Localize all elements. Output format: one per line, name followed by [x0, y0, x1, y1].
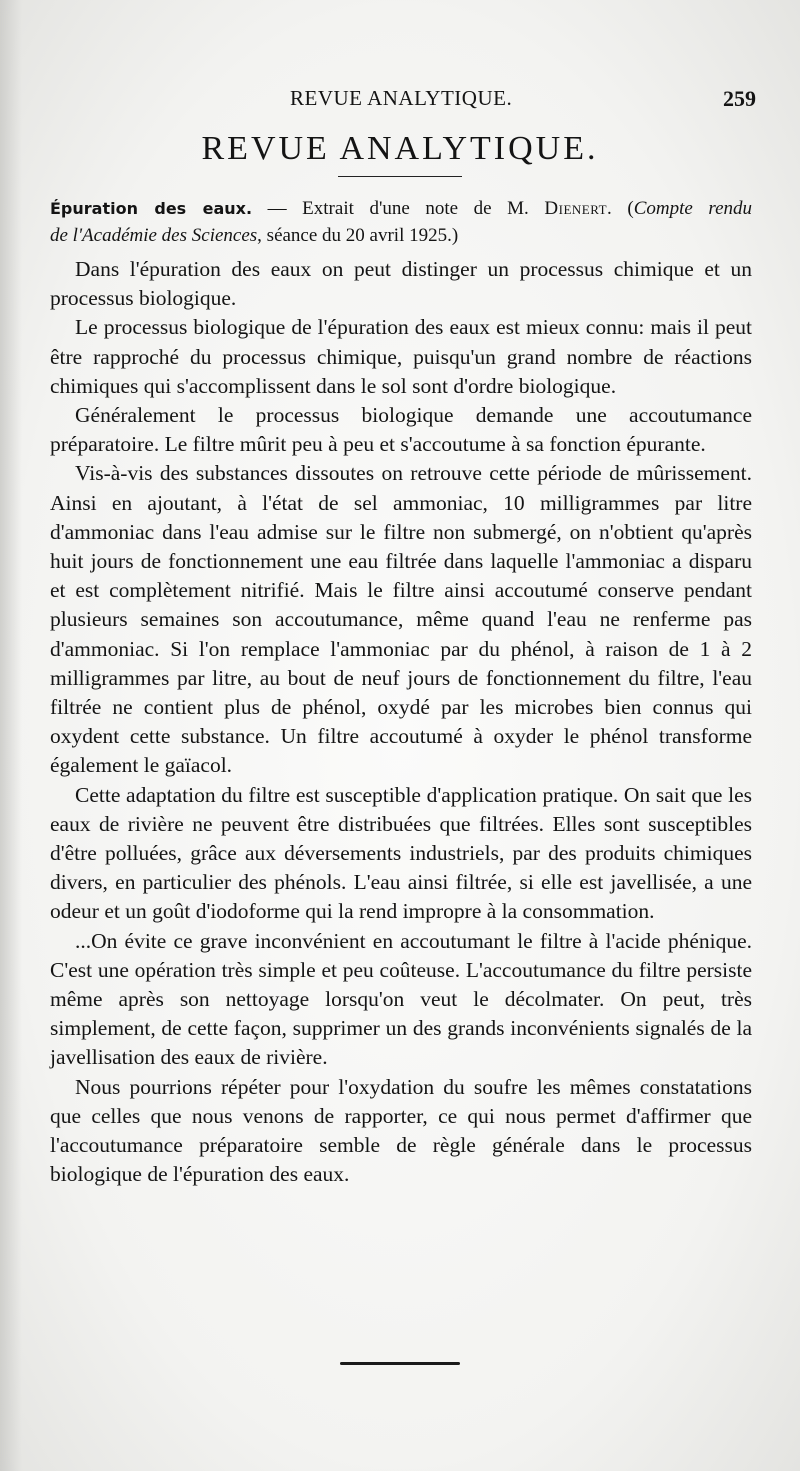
article-source-part1: Compte rendu [633, 198, 753, 219]
paragraph: Dans l'épuration des eaux on peut distinger un processus chimique et un processus biologique. [50, 257, 752, 311]
paragraph: ...On évite ce grave inconvénient en accoutumant le filtre à l'acide phénique. C'est une opération très simple et peu coûteuse. L'accoutumance du filtre persiste même après son nettoyage lorsqu'on veut le décolmater. On peut, très simplement, de cette façon, supprimer un des grands inconvénients signalés de la javellisation des eaux de rivière. [50, 928, 752, 1070]
paragraph: Vis-à-vis des substances dissoutes on retrouve cette période de mûrissement. Ainsi en ajoutant, à l'état de sel ammoniac, 10 milligrammes par litre d'ammoniac dans l'eau admise sur le filtre non submergé, on n'obtient qu'après huit jours de fonctionnement une eau filtrée dans laquelle l'ammoniac a disparu et est complètement nitrifié. Mais le filtre ainsi accoutumé conserve pendant plusieurs semaines son accoutumance, même quand l'eau ne renferme pas d'ammoniac. Si l'on remplace l'ammoniac par du phénol, à raison de 1 à 2 milligrammes par litre, au bout de neuf jours de fonctionnement du filtre, l'eau filtrée ne contient plus de phénol, oxydé par les microbes bien connus qui oxydent cette substance. Un filtre accoutumé à oxyder le phénol transforme également le gaïacol. [50, 461, 752, 778]
article-author: Dienert [544, 198, 608, 219]
end-rule [340, 1362, 460, 1365]
paragraph: Cette adaptation du filtre est susceptible d'application pratique. On sait que les eaux de rivière ne peuvent être distribuées que filtrées. Elles sont susceptibles d'être polluées, grâce aux déversements industriels, par des produits chimiques divers, en particulier des phénols. L'eau ainsi filtrée, si elle est javellisée, a une odeur et un goût d'iodoforme qui la rend impropre à la consommation. [50, 782, 752, 924]
article-heading-line-2 [50, 222, 752, 249]
paragraph: Nous pourrions répéter pour l'oxydation du soufre les mêmes constatations que celles que nous venons de rapporter, ce qui nous permet d'affirmer que l'accoutumance préparatoire semble de règle générale dans le processus biologique de l'épuration des eaux. [50, 1074, 752, 1187]
article-subject: Épuration des eaux. [50, 199, 253, 218]
paragraph: Le processus biologique de l'épuration des eaux est mieux connu: mais il peut être rapproché du processus chimique, puisqu'un grand nombre de réactions chimiques qui s'accomplissent dans le sol sont d'ordre biologique. [50, 315, 752, 398]
paragraph: Généralement le processus biologique demande une accoutumance préparatoire. Le filtre mûrit peu à peu et s'accoutume à sa fonction épurante. [50, 403, 752, 457]
article-heading-line-1 [50, 195, 752, 222]
article-date: , séance du 20 avril 1925.) [257, 225, 459, 246]
article-extract-note: — Extrait d'une note de M. [252, 198, 545, 219]
article-source-part2: de l'Académie des Sciences [50, 225, 258, 246]
article-author-punct: . ( [607, 198, 634, 219]
running-head-title: REVUE ANALYTIQUE. [290, 86, 513, 110]
section-title: REVUE ANALYTIQUE. [201, 130, 599, 167]
running-head [0, 86, 800, 116]
page-number: 259 [723, 86, 756, 111]
title-rule [338, 176, 462, 177]
article [50, 195, 752, 1190]
